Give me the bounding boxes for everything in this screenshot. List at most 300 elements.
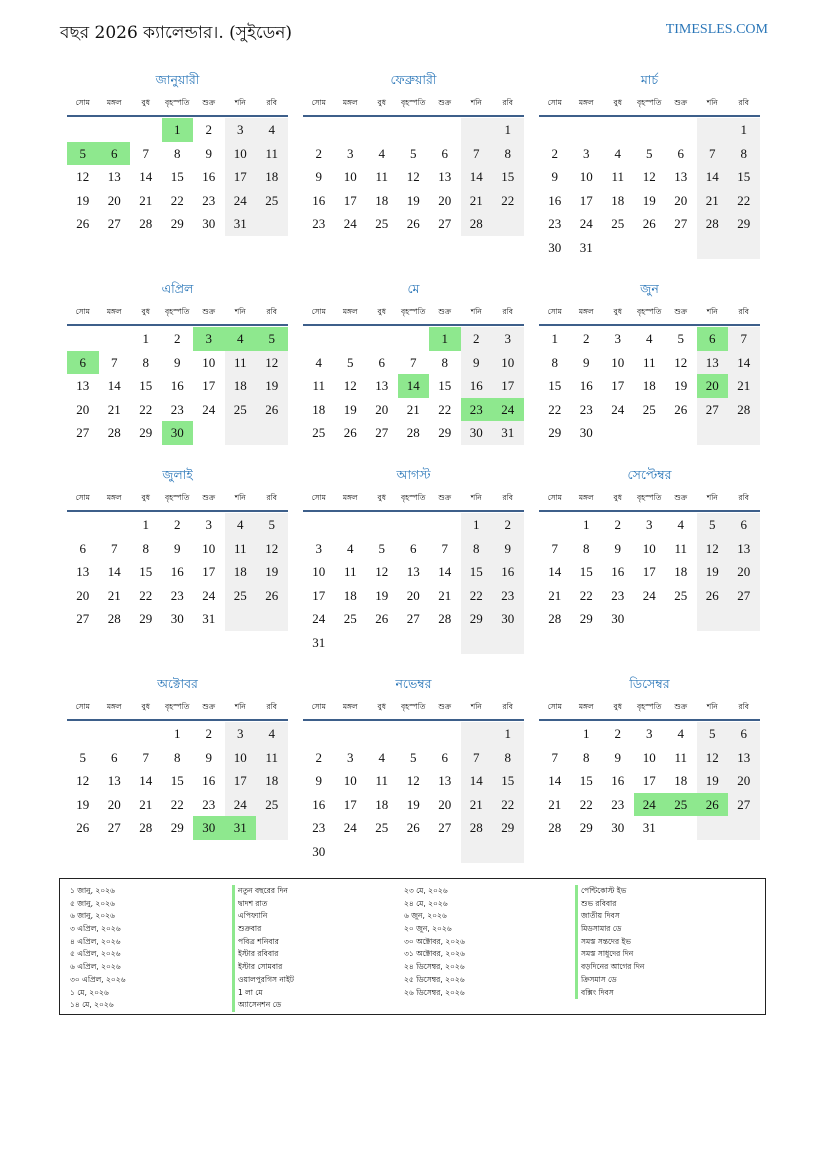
day-cell: 18 bbox=[674, 564, 688, 579]
day-cell: 5 bbox=[646, 145, 653, 161]
day-cell: 2 bbox=[583, 331, 590, 346]
day-cell: 16 bbox=[501, 564, 515, 579]
day-cell: 3 bbox=[646, 517, 653, 532]
weekday-header bbox=[303, 98, 524, 112]
day-cell: 4 bbox=[378, 145, 385, 161]
day-cell: 23 bbox=[312, 216, 326, 231]
weekday-label: রবি bbox=[266, 493, 277, 502]
day-cell: 10 bbox=[202, 540, 216, 556]
day-cell: 19 bbox=[406, 796, 420, 812]
day-cell: 28 bbox=[737, 401, 751, 417]
day-cell: 1 bbox=[740, 122, 747, 137]
day-cell: 30 bbox=[312, 843, 326, 859]
day-cell: 21 bbox=[548, 796, 562, 812]
day-cell: 16 bbox=[469, 378, 483, 393]
day-cell: 30 bbox=[170, 611, 184, 626]
day-cell: 8 bbox=[441, 354, 448, 370]
day-cell: 29 bbox=[579, 611, 593, 626]
day-cell: 18 bbox=[674, 773, 688, 788]
holiday-day: 24 bbox=[634, 793, 666, 817]
month-name: জুলাই bbox=[162, 467, 193, 482]
day-cell: 15 bbox=[501, 773, 515, 788]
weekday-label: মঙ্গল bbox=[342, 702, 358, 711]
day-cell: 30 bbox=[611, 820, 625, 835]
day-cell: 12 bbox=[265, 354, 279, 370]
day-cell: 21 bbox=[139, 192, 153, 208]
holiday-day: 26 bbox=[697, 793, 729, 817]
month-name: মে bbox=[407, 281, 420, 296]
day-cell: 22 bbox=[438, 401, 452, 417]
weekday-label: বৃহস্পতি bbox=[401, 98, 426, 107]
day-cell: 8 bbox=[174, 749, 181, 765]
day-cell: 17 bbox=[611, 378, 625, 393]
day-cell: 15 bbox=[139, 378, 153, 393]
day-cell: 7 bbox=[142, 749, 149, 765]
day-cell: 12 bbox=[674, 354, 688, 370]
day-cell: 23 bbox=[170, 401, 184, 417]
day-cell: 16 bbox=[170, 378, 184, 393]
day-cell: 20 bbox=[438, 796, 452, 812]
day-cell: 13 bbox=[76, 378, 90, 393]
weekday-label: রবি bbox=[266, 98, 277, 107]
weekday-label: শুক্র bbox=[438, 493, 452, 502]
day-cell: 9 bbox=[315, 169, 322, 184]
day-cell: 13 bbox=[737, 540, 751, 556]
holiday-legend bbox=[59, 878, 766, 1015]
day-cell: 10 bbox=[642, 749, 656, 765]
day-cell: 23 bbox=[170, 587, 184, 603]
legend-date: ১৪ মে, ২০২৬ bbox=[70, 1000, 114, 1010]
day-cell: 22 bbox=[170, 796, 184, 812]
day-cell: 9 bbox=[315, 773, 322, 788]
day-cell: 27 bbox=[406, 611, 420, 626]
legend-holiday-name: শুভ রবিবার bbox=[575, 898, 735, 911]
day-cell: 3 bbox=[646, 726, 653, 741]
holiday-day: 5 bbox=[256, 327, 288, 351]
weekday-label: শুক্র bbox=[674, 307, 688, 316]
day-cell: 11 bbox=[343, 564, 357, 579]
day-cell: 24 bbox=[202, 401, 216, 417]
day-cell: 20 bbox=[438, 192, 452, 208]
day-cell: 17 bbox=[343, 796, 357, 812]
month-name: নভেম্বর bbox=[395, 676, 432, 691]
weekday-label: বৃহস্পতি bbox=[165, 493, 190, 502]
day-cell: 3 bbox=[614, 331, 621, 346]
weekday-label: শনি bbox=[706, 307, 718, 316]
day-cell: 10 bbox=[312, 564, 326, 579]
day-cell: 26 bbox=[406, 216, 420, 231]
day-cell: 7 bbox=[709, 145, 716, 161]
day-cell: 20 bbox=[76, 401, 90, 417]
day-cell: 16 bbox=[611, 564, 625, 579]
day-cell: 3 bbox=[583, 145, 590, 161]
day-cell: 31 bbox=[312, 634, 326, 650]
day-cell: 8 bbox=[583, 540, 590, 556]
day-cell: 4 bbox=[677, 517, 684, 532]
day-cell: 1 bbox=[551, 331, 558, 346]
day-cell: 16 bbox=[611, 773, 625, 788]
day-cell: 22 bbox=[579, 587, 593, 603]
day-cell: 12 bbox=[343, 378, 357, 393]
weekday-label: রবি bbox=[738, 307, 749, 316]
day-cell: 14 bbox=[705, 169, 719, 184]
day-cell: 21 bbox=[548, 587, 562, 603]
day-cell: 6 bbox=[79, 540, 86, 556]
day-cell: 25 bbox=[265, 796, 279, 812]
legend-holiday-name: মিডসামার ডে bbox=[575, 923, 735, 936]
day-cell: 6 bbox=[111, 749, 118, 765]
day-cell: 14 bbox=[548, 564, 562, 579]
day-cell: 2 bbox=[174, 517, 181, 532]
day-cell: 17 bbox=[343, 192, 357, 208]
weekday-label: শনি bbox=[470, 98, 482, 107]
weekday-label: বুধ bbox=[377, 702, 386, 711]
day-cell: 18 bbox=[233, 378, 247, 393]
day-cell: 1 bbox=[174, 726, 181, 741]
day-cell: 19 bbox=[642, 192, 656, 208]
weekday-label: মঙ্গল bbox=[106, 98, 122, 107]
day-cell: 2 bbox=[504, 517, 511, 532]
legend-date: ৬ জানু, ২০২৬ bbox=[70, 911, 115, 921]
weekday-header bbox=[539, 493, 760, 507]
day-cell: 11 bbox=[233, 354, 247, 370]
day-cell: 29 bbox=[170, 820, 184, 835]
day-cell: 18 bbox=[265, 169, 279, 184]
weekday-label: রবি bbox=[502, 493, 513, 502]
header-rule bbox=[67, 719, 288, 721]
day-cell: 16 bbox=[579, 378, 593, 393]
day-cell: 2 bbox=[174, 331, 181, 346]
legend-holiday-name: ইস্টার সোমবার bbox=[232, 961, 392, 974]
day-cell: 5 bbox=[268, 517, 275, 532]
weekday-label: রবি bbox=[266, 307, 277, 316]
month-name: ফেব্রুয়ারী bbox=[390, 72, 437, 87]
day-cell: 5 bbox=[410, 145, 417, 161]
day-cell: 6 bbox=[441, 749, 448, 765]
month-name: সেপ্টেম্বর bbox=[627, 467, 672, 482]
day-cell: 26 bbox=[642, 216, 656, 231]
day-cell: 28 bbox=[107, 611, 121, 626]
day-cell: 29 bbox=[501, 820, 515, 835]
weekday-label: বৃহস্পতি bbox=[165, 98, 190, 107]
holiday-day: 4 bbox=[225, 327, 257, 351]
day-cell: 19 bbox=[705, 564, 719, 579]
day-cell: 11 bbox=[265, 145, 279, 161]
day-cell: 2 bbox=[551, 145, 558, 161]
day-cell: 26 bbox=[343, 425, 357, 440]
day-cell: 20 bbox=[737, 564, 751, 579]
day-cell: 25 bbox=[312, 425, 326, 440]
day-cell: 2 bbox=[473, 331, 480, 346]
weekday-label: শনি bbox=[234, 307, 246, 316]
weekday-label: মঙ্গল bbox=[578, 702, 594, 711]
weekday-header bbox=[303, 702, 524, 716]
day-cell: 23 bbox=[202, 192, 216, 208]
weekday-label: শুক্র bbox=[438, 98, 452, 107]
day-cell: 30 bbox=[469, 425, 483, 440]
weekday-header bbox=[539, 702, 760, 716]
day-cell: 29 bbox=[139, 611, 153, 626]
weekday-label: মঙ্গল bbox=[342, 98, 358, 107]
day-cell: 14 bbox=[139, 773, 153, 788]
day-cell: 9 bbox=[614, 749, 621, 765]
day-cell: 15 bbox=[139, 564, 153, 579]
day-cell: 29 bbox=[139, 425, 153, 440]
day-cell: 25 bbox=[265, 192, 279, 208]
legend-date: ৫ এপ্রিল, ২০২৬ bbox=[70, 949, 121, 959]
header-rule bbox=[303, 510, 524, 512]
weekday-label: সোম bbox=[75, 493, 90, 502]
day-cell: 12 bbox=[642, 169, 656, 184]
legend-holiday-names bbox=[575, 885, 735, 999]
weekday-label: শুক্র bbox=[674, 493, 688, 502]
day-cell: 25 bbox=[375, 820, 389, 835]
weekday-label: বৃহস্পতি bbox=[165, 702, 190, 711]
header-rule bbox=[67, 510, 288, 512]
day-cell: 19 bbox=[674, 378, 688, 393]
day-cell: 1 bbox=[142, 331, 149, 346]
day-cell: 20 bbox=[674, 192, 688, 208]
legend-date: ৩০ এপ্রিল, ২০২৬ bbox=[70, 974, 126, 984]
site-link[interactable]: TIMESLES.COM bbox=[665, 22, 768, 37]
day-cell: 21 bbox=[139, 796, 153, 812]
weekday-label: বৃহস্পতি bbox=[637, 98, 662, 107]
day-cell: 26 bbox=[406, 820, 420, 835]
day-cell: 24 bbox=[202, 587, 216, 603]
day-cell: 5 bbox=[677, 331, 684, 346]
day-cell: 24 bbox=[611, 401, 625, 417]
day-cell: 11 bbox=[375, 169, 389, 184]
weekday-label: বুধ bbox=[377, 98, 386, 107]
day-cell: 12 bbox=[375, 564, 389, 579]
day-cell: 21 bbox=[737, 378, 751, 393]
day-cell: 19 bbox=[375, 587, 389, 603]
weekday-label: সোম bbox=[311, 98, 326, 107]
weekday-header bbox=[539, 307, 760, 321]
weekday-header bbox=[303, 307, 524, 321]
day-cell: 2 bbox=[205, 122, 212, 137]
weekday-label: শনি bbox=[706, 702, 718, 711]
legend-holiday-names bbox=[232, 885, 392, 1012]
day-cell: 27 bbox=[375, 425, 389, 440]
weekday-label: শুক্র bbox=[438, 307, 452, 316]
legend-holiday-name: শুক্রবার bbox=[232, 923, 392, 936]
weekday-label: শনি bbox=[234, 98, 246, 107]
legend-holiday-name: সমস্ত সাধুদের দিন bbox=[575, 948, 735, 961]
holiday-day: 3 bbox=[193, 327, 225, 351]
holiday-day: 20 bbox=[697, 374, 729, 398]
day-cell: 10 bbox=[233, 145, 247, 161]
day-cell: 6 bbox=[677, 145, 684, 161]
header-rule bbox=[303, 719, 524, 721]
day-cell: 28 bbox=[438, 611, 452, 626]
day-cell: 6 bbox=[410, 540, 417, 556]
day-cell: 30 bbox=[579, 425, 593, 440]
legend-holiday-name: বড়দিনের আগের দিন bbox=[575, 961, 735, 974]
day-cell: 18 bbox=[233, 564, 247, 579]
day-cell: 27 bbox=[107, 820, 121, 835]
legend-holiday-name: পেন্টিকোস্ট ইভ bbox=[575, 885, 735, 898]
weekday-label: শুক্র bbox=[674, 98, 688, 107]
day-cell: 3 bbox=[347, 145, 354, 161]
day-cell: 9 bbox=[174, 540, 181, 556]
day-cell: 1 bbox=[473, 517, 480, 532]
day-cell: 23 bbox=[548, 216, 562, 231]
weekday-label: রবি bbox=[502, 702, 513, 711]
legend-date: ২৪ মে, ২০২৬ bbox=[404, 898, 448, 908]
day-cell: 28 bbox=[139, 216, 153, 231]
day-cell: 26 bbox=[76, 820, 90, 835]
day-cell: 29 bbox=[438, 425, 452, 440]
day-cell: 19 bbox=[705, 773, 719, 788]
weekday-label: সোম bbox=[75, 702, 90, 711]
weekday-label: বৃহস্পতি bbox=[637, 702, 662, 711]
day-cell: 1 bbox=[142, 517, 149, 532]
weekday-label: সোম bbox=[75, 98, 90, 107]
month-name: ডিসেম্বর bbox=[629, 676, 670, 691]
day-cell: 1 bbox=[583, 726, 590, 741]
legend-holiday-name: এপিফ্যানি bbox=[232, 910, 392, 923]
day-cell: 7 bbox=[551, 749, 558, 765]
day-cell: 25 bbox=[233, 587, 247, 603]
day-cell: 16 bbox=[312, 192, 326, 208]
day-cell: 10 bbox=[343, 773, 357, 788]
day-cell: 24 bbox=[312, 611, 326, 626]
day-cell: 20 bbox=[76, 587, 90, 603]
day-cell: 20 bbox=[375, 401, 389, 417]
day-cell: 31 bbox=[202, 611, 216, 626]
day-cell: 15 bbox=[469, 564, 483, 579]
day-cell: 5 bbox=[347, 354, 354, 370]
day-cell: 15 bbox=[170, 169, 184, 184]
day-cell: 24 bbox=[233, 796, 247, 812]
weekday-label: শনি bbox=[234, 702, 246, 711]
day-cell: 24 bbox=[233, 192, 247, 208]
legend-date: ৩০ অক্টোবর, ২০২৬ bbox=[404, 936, 465, 946]
weekday-label: শনি bbox=[470, 702, 482, 711]
day-cell: 4 bbox=[646, 331, 653, 346]
day-cell: 17 bbox=[202, 564, 216, 579]
day-cell: 7 bbox=[111, 354, 118, 370]
day-cell: 27 bbox=[76, 425, 90, 440]
day-cell: 29 bbox=[737, 216, 751, 231]
legend-date: ১ মে, ২০২৬ bbox=[70, 987, 109, 997]
day-cell: 29 bbox=[469, 611, 483, 626]
day-cell: 28 bbox=[469, 820, 483, 835]
day-cell: 22 bbox=[548, 401, 562, 417]
day-cell: 14 bbox=[438, 564, 452, 579]
day-cell: 3 bbox=[347, 749, 354, 765]
month-name: আগস্ট bbox=[396, 467, 431, 482]
weekday-label: বৃহস্পতি bbox=[401, 493, 426, 502]
day-cell: 23 bbox=[611, 796, 625, 812]
day-cell: 12 bbox=[705, 749, 719, 765]
day-cell: 21 bbox=[406, 401, 420, 417]
day-cell: 22 bbox=[737, 192, 751, 208]
day-cell: 13 bbox=[705, 354, 719, 370]
weekday-label: শনি bbox=[234, 493, 246, 502]
day-cell: 14 bbox=[107, 378, 121, 393]
day-cell: 26 bbox=[674, 401, 688, 417]
day-cell: 6 bbox=[740, 517, 747, 532]
day-cell: 28 bbox=[705, 216, 719, 231]
day-cell: 22 bbox=[469, 587, 483, 603]
legend-holiday-name: পবিত্র শনিবার bbox=[232, 936, 392, 949]
legend-date: ৪ এপ্রিল, ২০২৬ bbox=[70, 936, 121, 946]
day-cell: 9 bbox=[205, 749, 212, 765]
day-cell: 6 bbox=[740, 726, 747, 741]
day-cell: 22 bbox=[501, 796, 515, 812]
day-cell: 11 bbox=[611, 169, 625, 184]
holiday-day: 30 bbox=[162, 421, 194, 445]
weekday-label: সোম bbox=[75, 307, 90, 316]
weekday-label: মঙ্গল bbox=[578, 98, 594, 107]
holiday-day: 1 bbox=[162, 118, 194, 142]
day-cell: 5 bbox=[709, 517, 716, 532]
weekday-header bbox=[67, 493, 288, 507]
header-rule bbox=[539, 510, 760, 512]
day-cell: 26 bbox=[705, 587, 719, 603]
legend-date: ৫ জানু, ২০২৬ bbox=[70, 898, 115, 908]
legend-holiday-name: অ্যাসেনশন ডে bbox=[232, 999, 392, 1012]
weekday-label: সোম bbox=[547, 307, 562, 316]
day-cell: 25 bbox=[233, 401, 247, 417]
weekday-label: রবি bbox=[738, 98, 749, 107]
day-cell: 3 bbox=[205, 517, 212, 532]
day-cell: 10 bbox=[343, 169, 357, 184]
day-cell: 8 bbox=[504, 749, 511, 765]
weekday-label: শুক্র bbox=[438, 702, 452, 711]
holiday-day: 30 bbox=[193, 816, 225, 840]
day-cell: 28 bbox=[107, 425, 121, 440]
holiday-day: 5 bbox=[67, 142, 99, 166]
day-cell: 13 bbox=[674, 169, 688, 184]
month-name: এপ্রিল bbox=[161, 281, 194, 296]
day-cell: 29 bbox=[548, 425, 562, 440]
day-cell: 14 bbox=[139, 169, 153, 184]
legend-holiday-name: সমস্ত সন্তদের ইভ bbox=[575, 936, 735, 949]
day-cell: 28 bbox=[469, 216, 483, 231]
day-cell: 16 bbox=[202, 773, 216, 788]
day-cell: 7 bbox=[142, 145, 149, 161]
day-cell: 2 bbox=[614, 517, 621, 532]
day-cell: 10 bbox=[611, 354, 625, 370]
day-cell: 20 bbox=[406, 587, 420, 603]
day-cell: 17 bbox=[312, 587, 326, 603]
day-cell: 17 bbox=[233, 169, 247, 184]
day-cell: 21 bbox=[705, 192, 719, 208]
day-cell: 7 bbox=[551, 540, 558, 556]
weekday-label: বুধ bbox=[141, 702, 150, 711]
header-rule bbox=[539, 719, 760, 721]
holiday-day: 6 bbox=[67, 351, 99, 375]
legend-date: ২৫ ডিসেম্বর, ২০২৬ bbox=[404, 974, 465, 984]
day-cell: 13 bbox=[76, 564, 90, 579]
legend-date: ১ জানু, ২০২৬ bbox=[70, 886, 115, 895]
weekday-label: শুক্র bbox=[202, 702, 216, 711]
legend-dates bbox=[404, 885, 564, 999]
day-cell: 1 bbox=[504, 122, 511, 137]
day-cell: 22 bbox=[579, 796, 593, 812]
day-cell: 19 bbox=[265, 564, 279, 579]
weekday-label: শনি bbox=[706, 493, 718, 502]
day-cell: 24 bbox=[579, 216, 593, 231]
weekday-label: বৃহস্পতি bbox=[165, 307, 190, 316]
weekday-label: শনি bbox=[470, 307, 482, 316]
legend-holiday-name: নতুন বছরের দিন bbox=[232, 885, 392, 898]
day-cell: 11 bbox=[265, 749, 279, 765]
legend-date: ৬ জুন, ২০২৬ bbox=[404, 911, 447, 921]
